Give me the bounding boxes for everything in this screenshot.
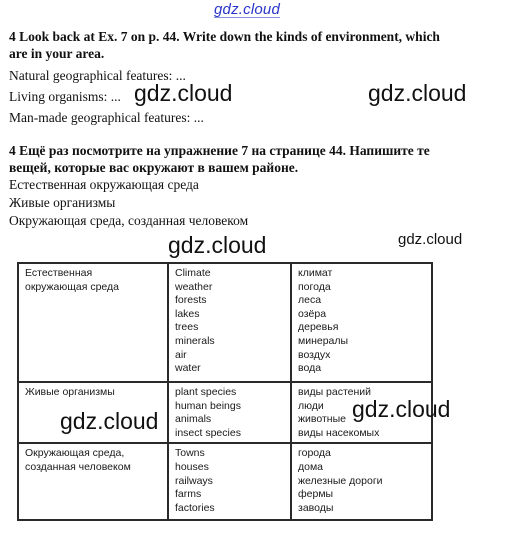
table-cell-line: созданная человеком [25,460,131,473]
table-cell-line: insect species [175,426,241,439]
english-line-man-made: Man-made geographical features: ... [9,110,204,125]
top-watermark: gdz.cloud [214,1,281,18]
table-cell-line: railways [175,474,213,487]
table-row [18,263,432,382]
table-cell-line: леса [298,294,322,307]
russian-cell [291,263,432,382]
table-cell-line: виды растений [298,386,372,398]
russian-line-man-made: Окружающая среда, созданная человеком [9,213,249,228]
english-heading-line-1: 4 Look back at Ex. 7 on p. 44. Write down the kinds of environment, which [9,29,440,44]
table-cell-line: plant species [175,386,237,398]
table-cell-line: Climate [175,267,211,279]
russian-heading-line-2: вещей, которые вас окружают в вашем районе. [9,160,299,175]
table-cell-line: Живые организмы [25,386,115,398]
english-line-natural: Natural geographical features: ... [9,68,186,83]
table-cell-line: air [175,348,187,361]
table-cell-line: farms [175,488,202,501]
table-cell-line: минералы [298,334,349,347]
english-cell [168,263,291,382]
watermark-1: gdz.cloud [134,80,233,106]
table-cell-line: forests [175,294,207,307]
table-cell-line: железные дороги [298,474,383,487]
table-cell-line: окружающая среда [25,280,120,293]
table-cell-line: trees [175,321,199,334]
russian-line-living: Живые организмы [9,195,116,210]
table-cell-line: виды насекомых [298,426,380,439]
russian-line-natural: Естественная окружающая среда [9,177,199,192]
table-cell-line: lakes [175,307,200,320]
table-cell-line: животные [298,413,346,426]
table-cell-line: города [298,447,331,460]
table-cell-line: заводы [298,501,334,514]
table-cell-line: вода [298,362,322,375]
environment-table [17,262,433,521]
table-cell-line: human beings [175,399,241,412]
table-cell-line: Towns [175,447,205,460]
table-cell-line: factories [175,501,215,514]
english-cell [168,382,291,443]
table-cell-line: люди [298,399,324,412]
russian-cell [291,443,432,520]
english-line-living: Living organisms: ... [9,89,121,104]
watermark-4: gdz.cloud [398,231,463,248]
table-cell-line: погода [298,280,331,293]
category-cell [18,263,168,382]
table-cell-line: Окружающая среда, [25,447,125,460]
english-cell [168,443,291,520]
watermark-3: gdz.cloud [168,232,267,258]
table-cell-line: minerals [175,334,215,347]
watermark-6: gdz.cloud [352,396,451,422]
english-heading-line-2: are in your area. [9,46,105,61]
table-cell-line: деревья [298,321,339,334]
table-cell-line: animals [175,413,212,426]
table-cell-line: фермы [298,488,334,501]
table-cell-line: воздух [298,348,331,361]
table-cell-line: озёра [298,307,327,320]
table-cell-line: климат [298,267,333,279]
watermark-2: gdz.cloud [368,80,467,106]
watermark-5: gdz.cloud [60,408,159,434]
table-cell-line: дома [298,460,324,473]
table-row [18,443,432,520]
russian-heading-line-1: 4 Ещё раз посмотрите на упражнение 7 на странице 44. Напишите те [9,143,430,158]
table-cell-line: houses [175,460,209,473]
table-cell-line: water [175,362,201,375]
category-cell [18,443,168,520]
table-cell-line: weather [175,280,213,293]
table-cell-line: Естественная [25,267,93,279]
